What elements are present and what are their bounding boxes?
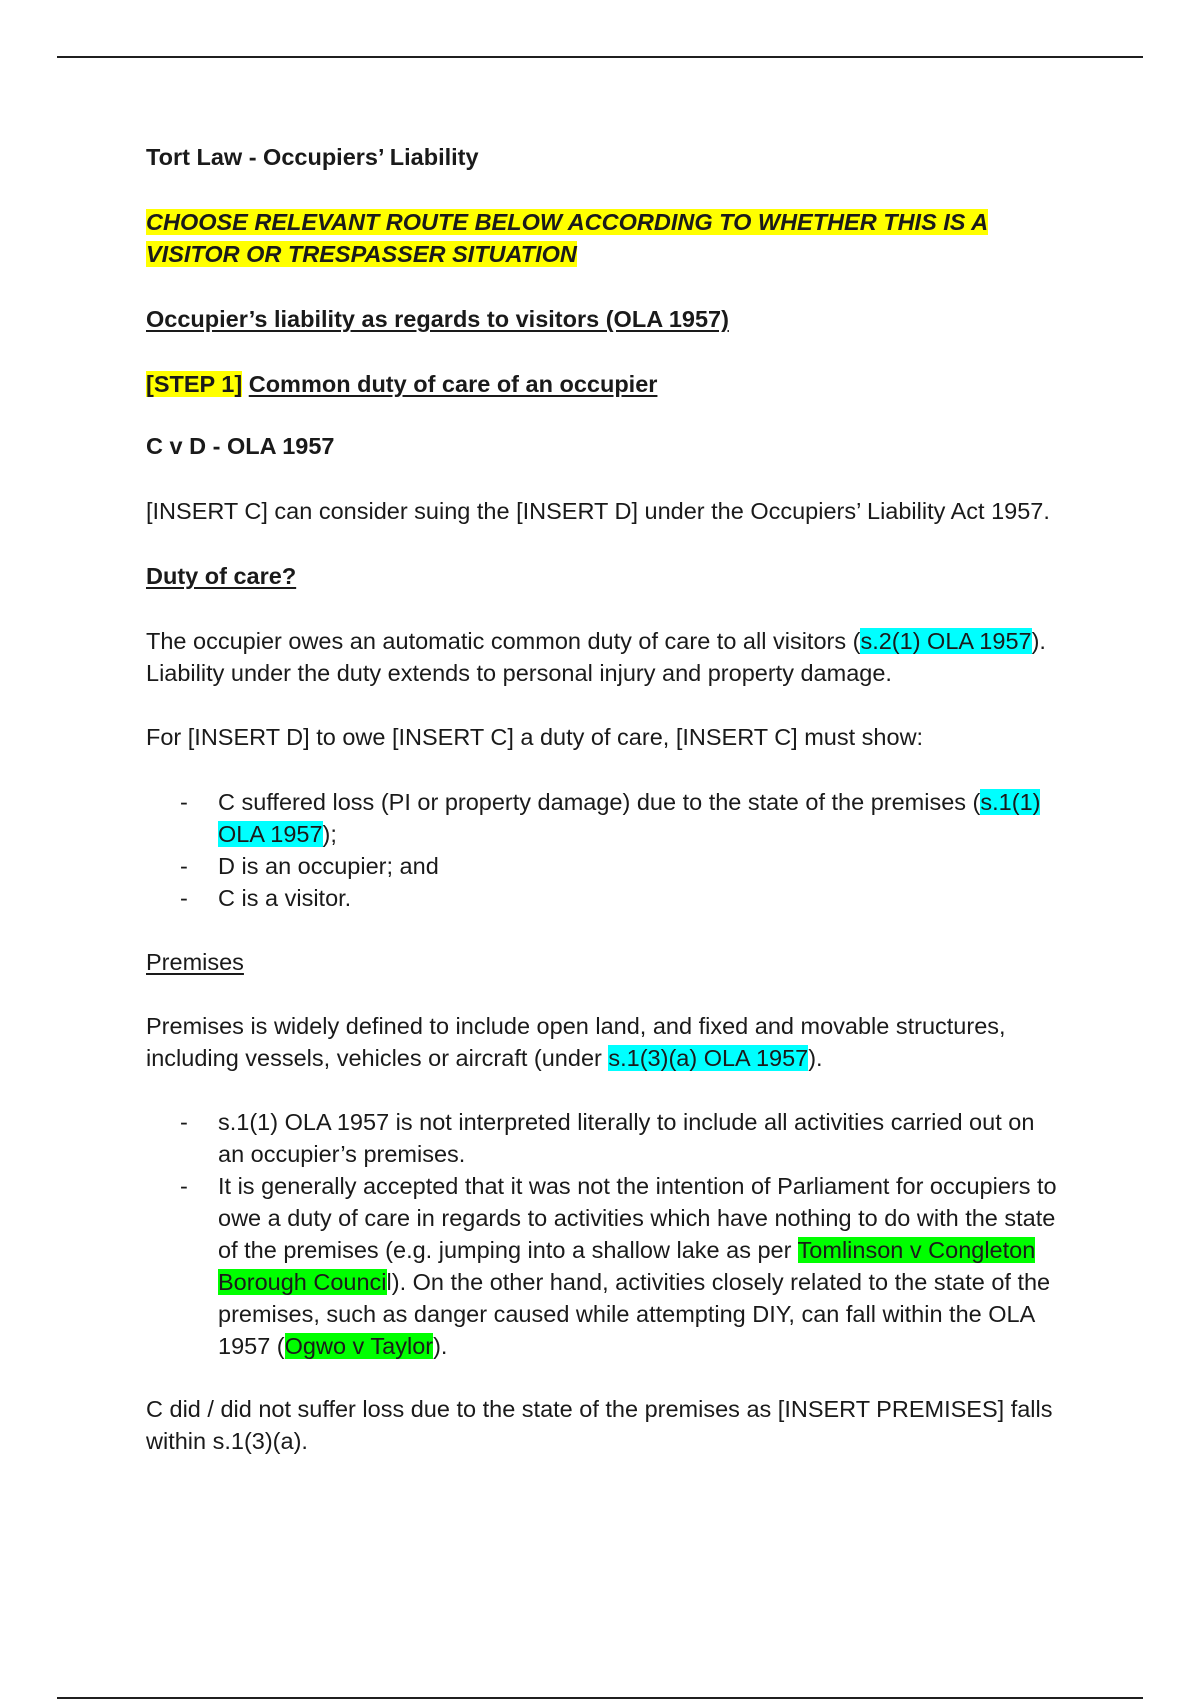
premises-paragraph: Premises is widely defined to include open land, and fixed and movable structures, including vessels, vehicles or aircraft (under s.1(3)(a) OLA 1957).	[146, 1013, 1006, 1071]
case-heading: C v D - OLA 1957	[146, 433, 335, 459]
list-item: - s.1(1) OLA 1957 is not interpreted literally to include all activities carried out on an occupier’s premises.	[180, 1109, 1035, 1167]
conclusion-paragraph: C did / did not suffer loss due to the state of the premises as [INSERT PREMISES] falls within s.1(3)(a).	[146, 1396, 1053, 1454]
list-item: - D is an occupier; and	[180, 853, 439, 879]
statute-ref: s.1(3)(a) OLA 1957	[608, 1045, 809, 1071]
step-heading	[146, 368, 1086, 400]
duty-heading: Duty of care?	[146, 563, 297, 589]
instruction-banner: CHOOSE RELEVANT ROUTE BELOW ACCORDING TO WHETHER THIS IS A VISITOR OR TRESPASSER SITUATION	[146, 209, 989, 267]
step-label: [STEP 1]	[146, 371, 243, 397]
case-citation: Ogwo v Taylor	[284, 1333, 434, 1359]
statute-ref: s.2(1) OLA 1957	[860, 628, 1032, 654]
bottom-rule	[57, 1697, 1143, 1699]
duty-paragraph-2: For [INSERT D] to owe [INSERT C] a duty of care, [INSERT C] must show:	[146, 724, 924, 750]
case-citation: Tomlinson v Congleton	[797, 1237, 1036, 1263]
list-item: - C is a visitor.	[180, 885, 352, 911]
section-heading: Occupier’s liability as regards to visitors (OLA 1957)	[146, 306, 729, 332]
list-item: - C suffered loss (PI or property damage) due to the state of the premises (s.1(1) OLA 1957);	[180, 789, 1041, 847]
doc-title: Tort Law - Occupiers’ Liability	[146, 144, 479, 170]
intro-sentence: [INSERT C] can consider suing the [INSERT D] under the Occupiers’ Liability Act 1957.	[146, 498, 1050, 524]
top-rule	[57, 56, 1143, 58]
premises-list	[146, 1106, 1086, 1366]
duty-paragraph-1: The occupier owes an automatic common duty of care to all visitors (s.2(1) OLA 1957). Liability under the duty extends to personal injury and property damage.	[146, 628, 1046, 686]
step-title: Common duty of care of an occupier	[248, 371, 658, 397]
case-citation: Borough Counci	[218, 1269, 387, 1295]
requirements-list	[146, 786, 1086, 911]
list-item: - It is generally accepted that it was not the intention of Parliament for occupiers to owe a duty of care in regards to activities which have nothing to do with the state of the premises (e.g. jumping into a shallow lake as per Tomlinson v Congleton Borough Council). On the other hand, activities closely related to the state of the premises, such as danger caused while attempting DIY, can fall within the OLA 1957 (Ogwo v Taylor).	[180, 1173, 1057, 1359]
premises-heading: Premises	[146, 949, 244, 975]
